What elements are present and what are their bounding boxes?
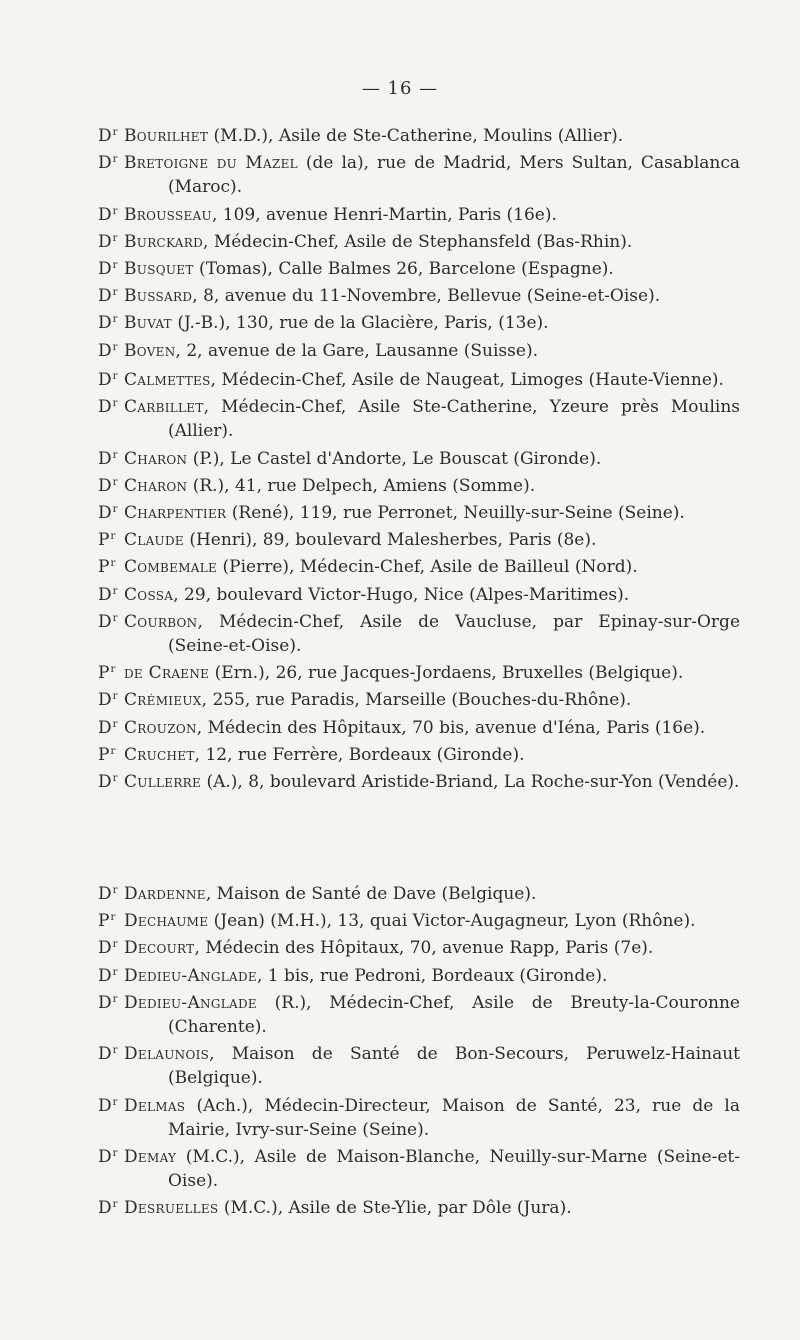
entry-title xyxy=(98,471,124,498)
directory-entry xyxy=(98,580,740,607)
entry-details: , Médecin-Chef, Asile de Stephansfeld (Bas-Rhin). xyxy=(203,231,633,252)
entry-details: (Tomas), Calle Balmes 26, Barcelone (Espagne). xyxy=(193,259,614,280)
entry-title xyxy=(98,281,124,308)
entry-details: , Médecin-Chef, Asile de Naugeat, Limoges (Haute-Vienne). xyxy=(210,370,724,390)
entry-title-letter: D xyxy=(98,259,112,280)
entry-title xyxy=(98,685,124,712)
directory-entry xyxy=(98,254,740,281)
entry-title-sup: r xyxy=(112,1045,118,1057)
entry-name: Crémieux xyxy=(124,690,202,711)
directory-entry xyxy=(98,740,740,767)
entry-details: (R.), 41, rue Delpech, Amiens (Somme). xyxy=(187,475,536,496)
entry-title xyxy=(98,933,124,960)
entry-title xyxy=(98,1193,124,1220)
directory-entry xyxy=(98,988,740,1039)
entry-title xyxy=(98,713,124,740)
entry-title-letter: D xyxy=(98,397,112,418)
entry-title-sup: r xyxy=(110,664,116,676)
entry-details: (P.), Le Castel d'Andorte, Le Bouscat (Gironde). xyxy=(187,448,602,469)
entry-details: (Jean) (M.H.), 13, quai Victor-Augagneur, Lyon (Rhône). xyxy=(208,911,696,932)
entry-name: Busquet xyxy=(124,259,194,280)
entry-title xyxy=(98,1091,124,1118)
entry-details: (A.), 8, boulevard Aristide-Briand, La Roche-sur-Yon (Vendée). xyxy=(201,772,740,793)
entry-details: , 109, avenue Henri-Martin, Paris (16e). xyxy=(211,204,557,225)
entry-title xyxy=(98,988,124,1015)
section-c xyxy=(98,365,740,794)
entry-title-letter: D xyxy=(98,286,112,307)
entry-name: Charon xyxy=(124,448,188,469)
entry-title xyxy=(98,336,124,363)
entry-name: Demay xyxy=(124,1147,177,1168)
entry-title-letter: D xyxy=(98,884,112,904)
entry-name: Calmettes xyxy=(124,370,211,390)
entry-name: Courbon xyxy=(124,611,198,632)
entry-name: Bourilhet xyxy=(124,126,209,146)
section-b xyxy=(98,121,740,363)
directory-entry xyxy=(98,713,740,740)
entry-name: Delmas xyxy=(124,1095,186,1116)
entry-details: , 1 bis, rue Pedroni, Bordeaux (Gironde). xyxy=(256,965,608,986)
entry-name: Claude xyxy=(124,530,184,551)
entry-name: de Craene xyxy=(124,663,210,684)
directory-entry xyxy=(98,906,740,933)
entry-details: (Ern.), 26, rue Jacques-Jordaens, Bruxelles (Belgique). xyxy=(209,663,684,684)
entry-title-sup: r xyxy=(110,531,116,543)
entry-name: Delaunois xyxy=(124,1044,210,1065)
entry-title xyxy=(98,1142,124,1169)
entry-title xyxy=(98,607,124,634)
entry-title xyxy=(98,767,124,794)
entry-title-sup: r xyxy=(110,558,116,570)
directory-entry xyxy=(98,879,740,906)
entry-title-letter: D xyxy=(98,965,112,986)
entry-name: Dechaume xyxy=(124,911,209,932)
entry-title xyxy=(98,254,124,281)
entry-name: Combemale xyxy=(124,557,218,578)
entry-title-letter: D xyxy=(98,1198,112,1219)
entry-name: Desruelles xyxy=(124,1198,219,1219)
entry-title xyxy=(98,1039,124,1066)
entry-details: , 2, avenue de la Gare, Lausanne (Suisse). xyxy=(175,340,538,361)
entry-name: Dedieu-Anglade xyxy=(124,965,257,986)
entry-name: Carbillet xyxy=(124,397,204,418)
entry-name: Cruchet xyxy=(124,744,195,765)
entry-title-sup: r xyxy=(112,993,118,1005)
entry-name: Bretoigne du Mazel xyxy=(124,153,298,174)
entry-title-sup: r xyxy=(112,1199,118,1211)
entry-title-letter: D xyxy=(98,1147,112,1168)
entry-name: Dedieu-Anglade xyxy=(124,992,257,1013)
entry-title-sup: r xyxy=(112,718,118,730)
directory-entry xyxy=(98,1091,740,1142)
entry-title-letter: D xyxy=(98,475,112,496)
entry-details: (R.), Médecin-Chef, Asile de Breuty-la-Couronne (Charente). xyxy=(168,992,740,1038)
entry-title-letter: D xyxy=(98,448,112,469)
entry-title-sup: r xyxy=(112,154,118,166)
directory-entry xyxy=(98,961,740,988)
entry-title xyxy=(98,308,124,335)
entry-title-sup: r xyxy=(112,585,118,597)
entry-title xyxy=(98,148,124,175)
directory-entry xyxy=(98,607,740,658)
entry-title-letter: D xyxy=(98,717,112,738)
entry-details: (René), 119, rue Perronet, Neuilly-sur-Seine (Seine). xyxy=(226,503,685,524)
entry-title-letter: D xyxy=(98,690,112,711)
entry-title xyxy=(98,658,124,685)
entry-details: , 255, rue Paradis, Marseille (Bouches-du-Rhône). xyxy=(201,690,632,711)
entry-details: , 29, boulevard Victor-Hugo, Nice (Alpes-Maritimes). xyxy=(173,584,630,605)
entry-title xyxy=(98,580,124,607)
entry-title xyxy=(98,879,124,906)
entry-name: Dardenne xyxy=(124,884,206,904)
entry-title-sup: r xyxy=(112,1096,118,1108)
entry-title-letter: D xyxy=(98,503,112,524)
entry-name: Crouzon xyxy=(124,717,197,738)
entry-title-sup: r xyxy=(110,745,116,757)
entry-title-letter: D xyxy=(98,370,112,390)
directory-entry xyxy=(98,308,740,335)
directory-entry xyxy=(98,1193,740,1220)
directory-entry xyxy=(98,336,740,363)
entry-name: Buvat xyxy=(124,313,172,334)
entry-details: (J.-B.), 130, rue de la Glacière, Paris, (13e). xyxy=(171,313,549,334)
directory-entry xyxy=(98,525,740,552)
directory-entry xyxy=(98,1142,740,1193)
entry-title-letter: D xyxy=(98,772,112,793)
entry-title-letter: P xyxy=(98,663,110,684)
entry-title xyxy=(98,961,124,988)
entry-title-letter: D xyxy=(98,992,112,1013)
entry-title-sup: r xyxy=(112,691,118,703)
entry-title-letter: D xyxy=(98,584,112,605)
entry-details: , Médecin-Chef, Asile Ste-Catherine, Yzeure près Moulins (Allier). xyxy=(168,397,740,442)
entry-details: , Médecin des Hôpitaux, 70 bis, avenue d'Iéna, Paris (16e). xyxy=(196,717,706,738)
entry-title-sup: r xyxy=(112,504,118,516)
entry-details: (Ach.), Médecin-Directeur, Maison de Santé, 23, rue de la Mairie, Ivry-sur-Seine (Seine). xyxy=(168,1095,740,1140)
entry-title-sup: r xyxy=(110,912,116,924)
entry-name: Bussard xyxy=(124,286,193,307)
entry-title-letter: P xyxy=(98,744,110,765)
entry-title-sup: r xyxy=(112,612,118,624)
entry-title-sup: r xyxy=(112,398,118,410)
entry-title xyxy=(98,200,124,227)
entry-details: (Pierre), Médecin-Chef, Asile de Bailleul (Nord). xyxy=(217,557,638,578)
directory-entry xyxy=(98,444,740,471)
directory-entry xyxy=(98,658,740,685)
entry-details: (de la), rue de Madrid, Mers Sultan, Casablanca (Maroc). xyxy=(168,153,740,198)
directory-entry xyxy=(98,365,740,392)
entry-title-letter: D xyxy=(98,938,112,959)
entry-details: (M.C.), Asile de Maison-Blanche, Neuilly-sur-Marne (Seine-et-Oise). xyxy=(168,1147,740,1192)
entry-details: (M.D.), Asile de Ste-Catherine, Moulins (Allier). xyxy=(208,126,624,146)
entry-details: , Maison de Santé de Dave (Belgique). xyxy=(205,884,537,904)
entry-title-letter: D xyxy=(98,1044,112,1065)
entry-title-letter: D xyxy=(98,204,112,225)
directory-entry xyxy=(98,148,740,199)
page-number: — 16 — xyxy=(361,78,439,99)
directory-entry xyxy=(98,200,740,227)
entry-title-letter: D xyxy=(98,1095,112,1116)
entry-title xyxy=(98,525,124,552)
entry-title-sup: r xyxy=(112,260,118,272)
entry-title xyxy=(98,552,124,579)
entry-details: , 12, rue Ferrère, Bordeaux (Gironde). xyxy=(194,744,525,765)
entry-title-letter: D xyxy=(98,611,112,632)
entry-title-sup: r xyxy=(112,314,118,326)
directory-entry xyxy=(98,498,740,525)
entry-title-letter: D xyxy=(98,231,112,252)
entry-title xyxy=(98,121,124,148)
directory-entry xyxy=(98,767,740,794)
directory-entry xyxy=(98,685,740,712)
entry-details: , Médecin-Chef, Asile de Vaucluse, par Epinay-sur-Orge (Seine-et-Oise). xyxy=(168,611,740,657)
entry-title-letter: D xyxy=(98,313,112,334)
entry-title xyxy=(98,227,124,254)
entry-title-sup: r xyxy=(112,773,118,785)
directory-entry xyxy=(98,227,740,254)
entry-name: Cullerre xyxy=(124,772,202,793)
directory-entry xyxy=(98,281,740,308)
entry-title-letter: D xyxy=(98,126,112,146)
entry-details: , Médecin des Hôpitaux, 70, avenue Rapp, Paris (7e). xyxy=(194,938,654,959)
entry-name: Burckard xyxy=(124,231,204,252)
directory-entry xyxy=(98,933,740,960)
section-d xyxy=(98,879,740,1221)
directory-entry xyxy=(98,392,740,443)
directory-entry xyxy=(98,552,740,579)
entry-title-letter: D xyxy=(98,153,112,174)
entry-title-sup: r xyxy=(112,341,118,353)
entry-name: Boven xyxy=(124,340,176,361)
entry-title-sup: r xyxy=(112,287,118,299)
entry-title-sup: r xyxy=(112,476,118,488)
entry-title-sup: r xyxy=(112,205,118,217)
entry-title xyxy=(98,365,124,392)
entry-title xyxy=(98,392,124,419)
entry-name: Charpentier xyxy=(124,503,227,524)
entry-title-sup: r xyxy=(112,885,118,896)
entry-title-letter: D xyxy=(98,340,112,361)
entry-title-sup: r xyxy=(112,939,118,951)
entry-title-sup: r xyxy=(112,127,118,138)
entry-title-sup: r xyxy=(112,232,118,244)
directory-entry xyxy=(98,471,740,498)
entry-details: , Maison de Santé de Bon-Secours, Peruwelz-Hainaut (Belgique). xyxy=(168,1044,740,1089)
entry-name: Cossa xyxy=(124,584,174,605)
entry-name: Decourt xyxy=(124,938,195,959)
entry-title xyxy=(98,444,124,471)
entry-name: Brousseau xyxy=(124,204,212,225)
entry-title xyxy=(98,498,124,525)
directory-entry xyxy=(98,1039,740,1090)
directory-entry xyxy=(98,121,740,148)
entry-title-sup: r xyxy=(112,1148,118,1160)
entry-title-letter: P xyxy=(98,530,110,551)
entry-title-letter: P xyxy=(98,557,110,578)
entry-title-sup: r xyxy=(112,371,118,382)
entry-title-letter: P xyxy=(98,911,110,932)
entry-details: , 8, avenue du 11-Novembre, Bellevue (Seine-et-Oise). xyxy=(192,286,661,307)
entry-title xyxy=(98,740,124,767)
entry-title-sup: r xyxy=(112,966,118,978)
entry-details: (M.C.), Asile de Ste-Ylie, par Dôle (Jura). xyxy=(218,1198,572,1219)
entry-title xyxy=(98,906,124,933)
entry-title-sup: r xyxy=(112,449,118,461)
entry-details: (Henri), 89, boulevard Malesherbes, Paris (8e). xyxy=(183,530,597,551)
entry-name: Charon xyxy=(124,475,188,496)
